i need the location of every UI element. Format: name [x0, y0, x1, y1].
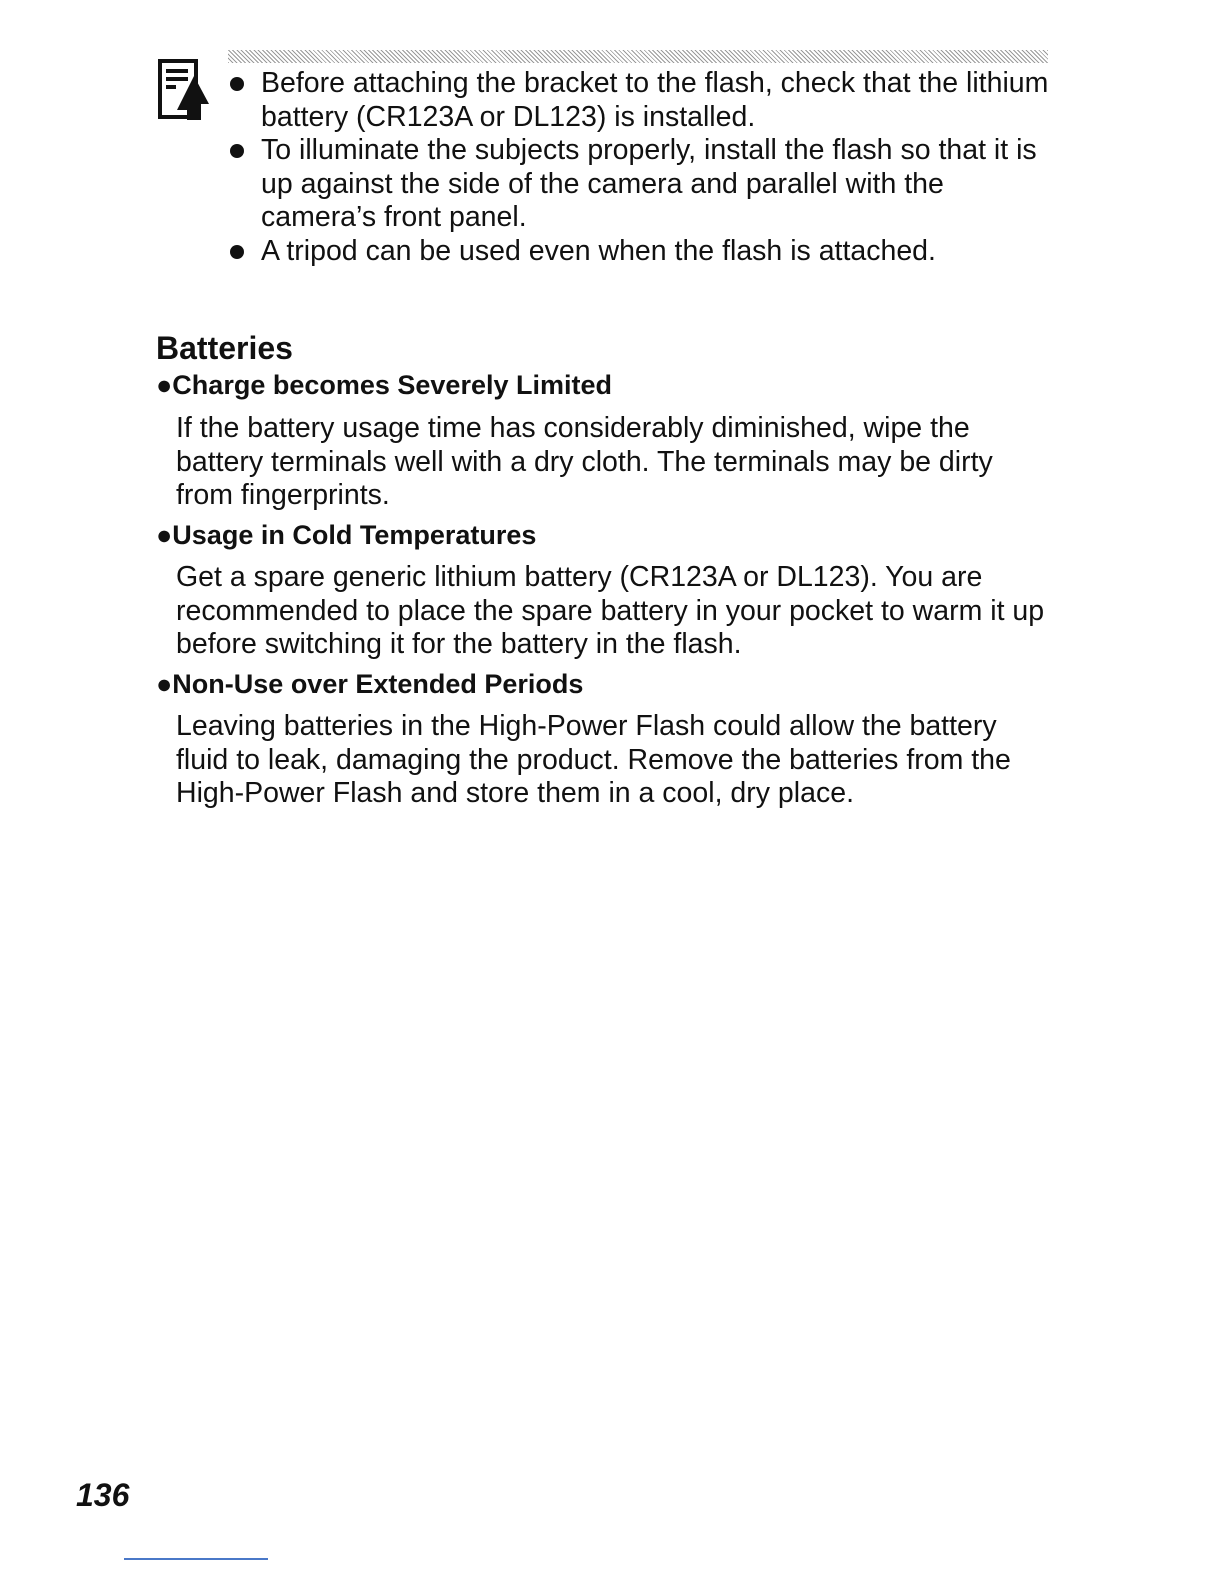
bullet-dot — [230, 245, 244, 259]
note-text: A tripod can be used even when the flash is attached. — [261, 234, 936, 267]
bullet-dot — [230, 77, 244, 91]
topic-heading: ●Non-Use over Extended Periods — [156, 669, 584, 699]
topic-body: Get a spare generic lithium battery (CR123A or DL123). You are recommended to place the spare battery in your pocket to warm it up before switching it for the battery in the flash. — [176, 561, 1045, 660]
bullet-dot — [230, 144, 244, 158]
topic-body: Leaving batteries in the High-Power Flash could allow the battery fluid to leak, damaging the product. Remove the batteries from the High-Power Flash and store them in a cool, dry place. — [176, 710, 1011, 809]
page-number: 136 — [76, 1477, 130, 1513]
note-list — [228, 67, 1058, 268]
note-item — [228, 235, 1058, 269]
section-title: Batteries — [156, 330, 293, 366]
note-item — [228, 67, 1058, 134]
topic-body: If the battery usage time has considerably diminished, wipe the battery terminals well with a dry cloth. The terminals may be dirty from fingerprints. — [176, 412, 993, 511]
memo-note-icon — [157, 58, 213, 122]
topic-heading: ●Charge becomes Severely Limited — [156, 370, 612, 400]
footer-rule — [124, 1558, 268, 1560]
note-item — [228, 134, 1058, 235]
note-text: To illuminate the subjects properly, install the flash so that it is up against the side of the camera and parallel with the camera’s front panel. — [261, 134, 1037, 233]
note-divider — [228, 50, 1048, 63]
note-text: Before attaching the bracket to the flash, check that the lithium battery (CR123A or DL123) is installed. — [261, 67, 1049, 133]
topic-heading: ●Usage in Cold Temperatures — [156, 520, 537, 550]
